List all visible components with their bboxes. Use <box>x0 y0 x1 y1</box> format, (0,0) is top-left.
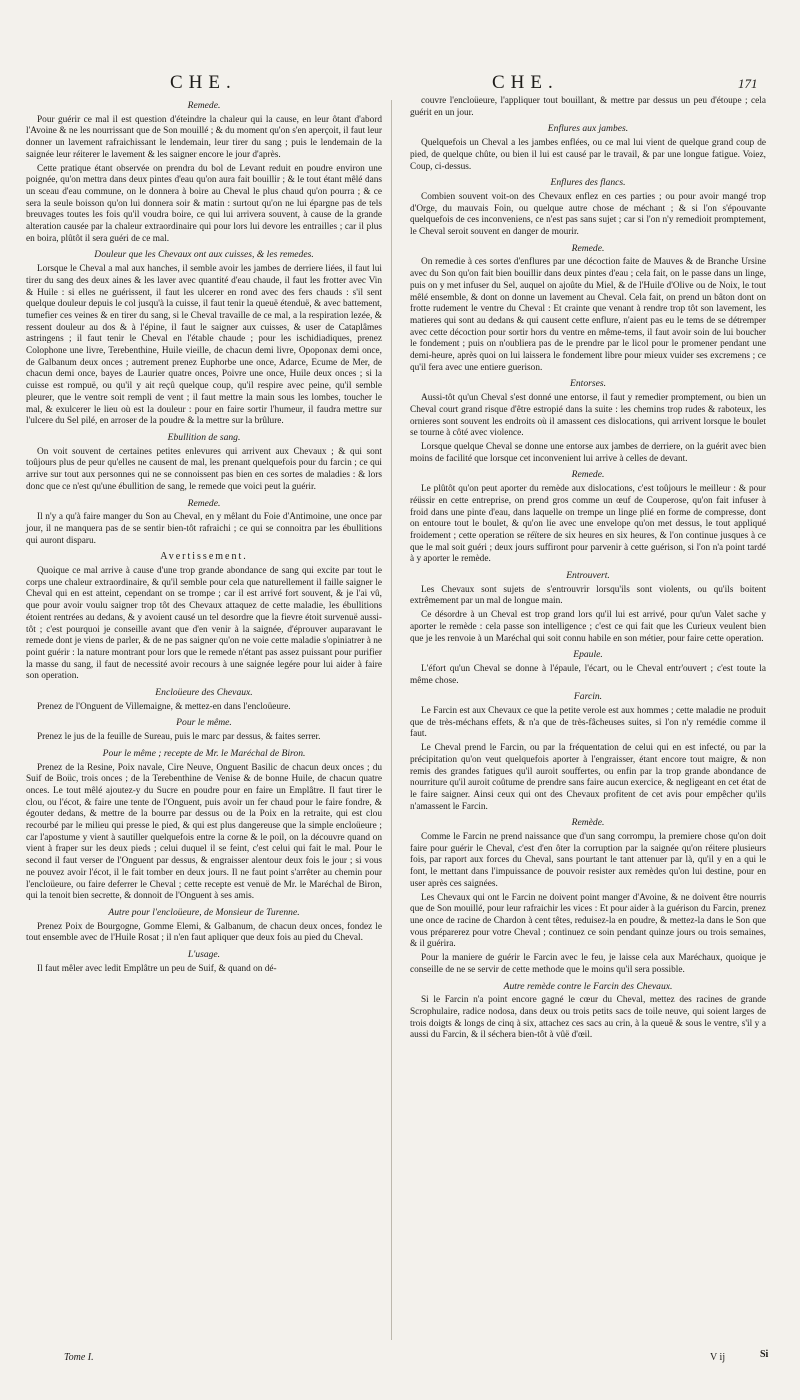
section-heading: Autre remède contre le Farcin des Chevaux. <box>503 980 673 992</box>
section-heading: Farcin. <box>573 691 603 703</box>
section-heading: Entrouvert. <box>566 570 610 582</box>
signature-mark: V ij <box>710 1352 726 1363</box>
column-divider <box>391 100 392 1340</box>
paragraph: On voit souvent de certaines petites enlevures qui arrivent aux Chevaux ; & qui sont toûjours plus de peur qu'elles ne causent de mal, les prenant quelquefois pour du farcin ; ce qui arrive sur tout aux personnes qui ne se connoissent pas bien en ces sortes de maladies : & lors donc que ce n'est qu'une ébullition de sang, le remede que voici peut la guérir. <box>26 446 382 492</box>
paragraph: Prenez de l'Onguent de Villemaigne, & mettez-en dans l'encloüeure. <box>37 701 291 712</box>
paragraph: Ce désordre à un Cheval est trop grand lors qu'il lui est arrivé, pour qu'un Valet sache y aporter le remède : cela passe son intelligence ; c'est ce qui fait que les Curieux veulent bien que je les renvoie à un Maréchal qui soit connu habile en son métier, pour faire cette operation. <box>410 610 766 644</box>
paragraph: Les Chevaux sont sujets de s'entrouvrir lorsqu'ils sont violents, ou qu'ils boitent extrêmement par un mal de longue main. <box>410 584 766 607</box>
section-heading: Remede. <box>571 469 605 481</box>
section-heading: Entorses. <box>570 378 606 390</box>
paragraph: Combien souvent voit-on des Chevaux enflez en ces parties ; ou pour avoir mangé trop d'Orge, du mauvais Foin, ou quelque autre chose de méchant ; & si l'on s'épouvante quelquefois de ces inconveniens, ce n'est pas sans sujet ; car si l'on n'y remedioit promptement, le Cheval seroit souvent en danger de mourir. <box>410 191 766 238</box>
left-column <box>26 96 382 978</box>
paragraph: Pour la maniere de guérir le Farcin avec le feu, je laisse cela aux Maréchaux, quoique je conseille de ne se servir de cette methode que le moins qu'il sera possible. <box>410 953 766 975</box>
section-heading: Remede. <box>571 242 605 254</box>
section-heading: Enflures des flancs. <box>550 177 626 189</box>
paragraph: Prenez de la Resine, Poix navale, Cire Neuve, Onguent Basilic de chacun deux onces ; du Suif de Boüc, trois onces ; de la Terebenthine de Venise & de bonne Huile, de chacun quatre onces. Le tout mêlé ajoutez-y du Sucre en poudre pour en faire un Emplâtre. Il faut tirer le clou, ou l'écot, & faire une tente de l'Onguent, puis avoir un fer chaud pour le faire fondre, & égouter dedans, & mettre de la bourre par dessus ou de la Poix en la retraite, qui est clou recourbé par le milieu qui presse le pied, & qui est plus dangereuse que la simple encloüeure ; car l'apostume y vient à sautiller quelquefois entre la corne & le poil, on la découvre quand on vient à fraper sur les deux pieds ; celui duquel il se feint, c'est celui qui fait le mal. Pour le second il faut verser de l'Onguent par dessus, & engraisser alentour deux fois le jour ; si vous ne pouvez avoir l'écot, il le fait tomber en deux jours. Il ne faut point s'arrêter au chemin pour l'encloüeure, ou faire deferrer le Cheval ; cette recepte est venuë de Mr. le Maréchal de Biron, qui la tenoit bien secrette, & donnoit de l'Onguent à ses amis. <box>26 762 382 902</box>
paragraph: Le Farcin est aux Chevaux ce que la petite verole est aux hommes ; cette maladie ne produit que de très-méchans effets, & n'a que de très-fâcheuses suites, si l'on n'y remédie comme il faut. <box>410 706 766 740</box>
paragraph: Quelquefois un Cheval a les jambes enflées, ou ce mal lui vient de quelque grand coup de pied, de quelque chûte, ou bien il lui est causé par le travail, & par une longue fatigue. Voiez, Coup, ci-dessus. <box>410 138 766 172</box>
paragraph: Le Cheval prend le Farcin, ou par la fréquentation de celui qui en est infecté, ou par la précipitation qu'on veut quelquefois aporter à l'engraisser, étant encore tout maigre, & non remis des grandes fatigues qu'il auroit souffertes, ou enfin par la trop grande abondance de nourriture qu'il auroit coûtume de prendre sans faire aucun exercice, & negligeant en cet état de le faire saigner. Ainsi ceux qui ont des Chevaux profitent de cet avis pour empêcher qu'ils n'amassent le Farcin. <box>410 743 766 812</box>
section-heading: Remède. <box>571 817 605 829</box>
paragraph: L'éfort qu'un Cheval se donne à l'épaule, l'écart, ou le Cheval entr'ouvert ; c'est toute la même chose. <box>410 663 766 686</box>
section-heading: Remede. <box>187 100 221 111</box>
paragraph: Quoique ce mal arrive à cause d'une trop grande abondance de sang qui excite par tout le corps une chaleur extraordinaire, & qu'il semble pour cela que naturellement il faille saigner le Cheval qui en est atteint, cependant on se trompe ; car il est arrivé fort souvent, & je l'ai vû, que pour avoir voulu saigner trop tôt des Chevaux attaquez de cette maladie, les ébullitions étoient rentrées au dedans, & y avoient causé un tel desordre que la fievre étoit survenuë aussi-tôt ; c'est pourquoi je conseille avant que d'en venir à la saignée, d'éprouver auparavant le remede dont je viens de parler, & de ne pas saigner qu'on ne voie cette maladie s'opiniatrer à ne point guérir : la nature montrant pour lors que le remede n'étant pas assez puissant pour purifier la masse du sang, il faut de necessité avoir recours à une saignée legére pour lui aider à faire son operation. <box>26 566 382 682</box>
paragraph: Prenez Poix de Bourgogne, Gomme Elemi, & Galbanum, de chacun deux onces, fondez le tout ensemble avec de l'Huile Rosat ; il n'en faut apliquer que deux fois au pied du Cheval. <box>26 921 382 944</box>
section-heading: Remede. <box>187 497 221 509</box>
paragraph: Aussi-tôt qu'un Cheval s'est donné une entorse, il faut y remedier promptement, ou bien un Cheval court grand risque d'être estropié dans la suite : les chemins trop rudes & raboteux, les ornieres sont souvent les endroits où il amassent ces dislocations, qui arrivent lorsque le boulet se tourne à côté avec violence. <box>410 393 766 439</box>
page-number: 171 <box>738 76 758 91</box>
paragraph: Comme le Farcin ne prend naissance que d'un sang corrompu, la premiere chose qu'on doit faire pour guérir le Cheval, c'est d'en ôter la corruption par la saignée qu'on réitere plusieurs fois, par raport aux forces du Cheval, sans pourtant le tant attenuer par là, qu'il y en a qui le font, le mettant dans l'impuissance de pouvoir resister aux remèdes qu'on lui destine, pour en user après ces saignées. <box>410 832 766 889</box>
paragraph: couvre l'encloüeure, l'appliquer tout bouillant, & mettre par dessus un peu d'étoupe ; cela guérit en un jour. <box>410 96 766 118</box>
paragraph: Il faut mêler avec ledit Emplâtre un peu de Suif, & quand on dé- <box>37 963 277 974</box>
section-heading: Encloüeure des Chevaux. <box>155 687 253 699</box>
paragraph: Lorsque le Cheval a mal aux hanches, il semble avoir les jambes de derriere liées, il faut lui tirer du sang des deux aines & les laver avec quantité d'eau chaude, il faut les frotter avec Vin & Huile : si elles ne guérissent, il faut les ulcerer en rond avec des fers chauds : s'il sent quelque douleur depuis le col jusqu'à la cuisse, il faut tenir la queuë étenduë, & avec battement, tumefier ces veines & en tirer du sang, si le Cheval travaille de ce mal, a la respiration lezée, & ressent douleur au dos & à l'épine, il faut le saigner aux cuisses, & user de Cataplâmes astringens ; il faut tenir le Cheval en l'étable chaude ; pour les ischidiadiques, prenez Colophone une livre, Terebenthine, Huile vieille, de chacun demi livre, Opoponax demi once, de Galbanum deux onces ; autrement prenez Euphorbe une once, Adarce, Ecume de Mer, de chacun demi once, bayes de Laurier quatre onces, Poivre une once, Huile deux onces ; si la cuisse est rompuë, ou qu'il y ait reçû quelque coup, qu'il respire avec peine, qu'il semble pleurer, que le ventre soit rempli de vent ; il faut mettre la main sous les lombes, toucher le mal, & exulcerer le lieu où est la douleur : pour en faire sortir l'humeur, il faudra mettre sur l'ulcere du Sel pilé, en arroser de la poudre & la mettre sur la brûlure. <box>26 264 382 427</box>
paragraph: Le plûtôt qu'on peut aporter du remède aux dislocations, c'est toûjours le meilleur : & pour réüssir en cette entreprise, on prend gros comme un œuf de Couperose, qu'on fait infuser à froid dans une pinte d'eau, dans laquelle on trempe un linge plié en forme de compresse, dont on entoure tout le boulet, & qu'on lie avec une envelope qu'on met dessus, le tout appliqué froidement ; cette operation se réïtere de six heures en six heures, & l'on continue jusques à ce que le mal soit guéri ; deux jours suffiront pour parvenir à cette guérison, si l'on n'a point tardé à y aporter le remède. <box>410 484 766 565</box>
section-heading: Pour le même ; recepte de Mr. le Maréchal de Biron. <box>102 747 306 759</box>
catchword: Si <box>760 1349 769 1360</box>
section-heading: Avertissement. <box>160 551 248 563</box>
paragraph: Pour guérir ce mal il est question d'éteindre la chaleur qui la cause, en leur ôtant d'abord l'Avoine & ne les nourrissant que de Son mouillé ; & du moment qu'on s'en aperçoit, il faut leur donner un lavement rafraichissant le lendemain, leur tirer du sang ; puis le lendemain de la saignée leur réiterer le lavement & les saigner encore le jour d'après. <box>26 114 382 160</box>
paragraph: Prenez le jus de la feuille de Sureau, puis le marc par dessus, & faites serrer. <box>37 732 321 743</box>
section-heading: Douleur que les Chevaux ont aux cuisses, & les remedes. <box>94 249 314 261</box>
section-heading: Pour le même. <box>176 717 232 729</box>
paragraph: Il n'y a qu'à faire manger du Son au Cheval, en y mêlant du Foie d'Antimoine, une once par jour, il ne manquera pas de se sentir bien-tôt rafraichi ; ce qui se connoitra par les ébullitions qui auront disparu. <box>26 512 382 546</box>
section-heading: Epaule. <box>573 649 603 661</box>
paragraph: Cette pratique étant observée on prendra du bol de Levant reduit en poudre environ une poignée, qu'on mettra dans deux pintes d'eau qu'on aura fait bouillir ; & le tout étant mêlé dans un sceau d'eau commune, on le donnera à boire au Cheval le plus chaud qu'on pourra ; & ce sera la seule boisson qu'on lui donnera soir & matin : surtout qu'on ne lui épargne pas de tels breuvages toutes les fois qu'il voudra boire, ce qui lui arrivera souvent, à cause de la grande alteration causée par la chaleur extraordinaire qui pour lors lui devore les entrailles ; car il plus en boira, plûtôt il sera guéri de ce mal. <box>26 163 382 244</box>
section-heading: Ebullition de sang. <box>167 431 241 443</box>
section-heading: Enflures aux jambes. <box>547 123 629 135</box>
running-head-right: CHE. <box>492 72 559 93</box>
running-head-left: CHE. <box>170 72 237 93</box>
paragraph: Si le Farcin n'a point encore gagné le cœur du Cheval, mettez des racines de grande Scrophulaire, radice nodosa, dans deux ou trois petits sacs de toile neuve, qui soient larges de trois doigts & longs de cinq à six, attachez ces sacs au crin, à la queuë & sous le ventre, s'il y a aussi du Farcin, & il séchera bien-tôt à vûë d'œil. <box>410 995 766 1041</box>
paragraph: On remedie à ces sortes d'enflures par une décoction faite de Mauves & de Branche Ursine avec du Son qu'on fait bien bouillir dans deux pintes d'eau ; cela fait, on le passe dans un linge, puis on y met infuser du Sel, auquel on ajoûte du Miel, & de l'Huile d'Olive ou de Noix, le tout mêlé ensemble, & dont on donne un lavement au Cheval. Cela fait, on prend un bâton dont on frotte rudement le ventre du Cheval : Et crainte que venant à rendre trop tôt son lavement, les matieres qui sont au dedans & qui causent cette enflure, n'aient pas eu le tems de se détremper avec cette décoction pour sortir hors du ventre en même-tems, il faut avoir soin de lui boucher le fondement ; puis on n'oubliera pas de le prendre par le licol pour le promener pendant une demi-heure, après quoi on lui laissera le fondement libre pour mieux vuider ses excremens ; ce qu'il fera avec une entiere guerison. <box>410 257 766 373</box>
section-heading: L'usage. <box>187 949 221 961</box>
section-heading: Autre pour l'encloüeure, de Monsieur de Turenne. <box>108 907 300 918</box>
paragraph: Lorsque quelque Cheval se donne une entorse aux jambes de derriere, on la guérit avec bien moins de facilité que lorsque cet inconvenient lui arrive à celles de devant. <box>410 441 766 464</box>
paragraph: Les Chevaux qui ont le Farcin ne doivent point manger d'Avoine, & ne doivent être nourris que de Son mouillé, pour leur rafraichir les vices : Et pour aider à la guérison du Farcin, prenez une once de racine de Chardon à cent têtes, reduisez-la en poudre, & mettez-la dans le Son que vous préparerez pour votre Cheval ; continuez ce soin pendant quinze jours ou trois semaines, & il guérira. <box>410 892 766 950</box>
signature-tome: Tome I. <box>64 1352 94 1363</box>
right-column <box>410 96 766 1044</box>
